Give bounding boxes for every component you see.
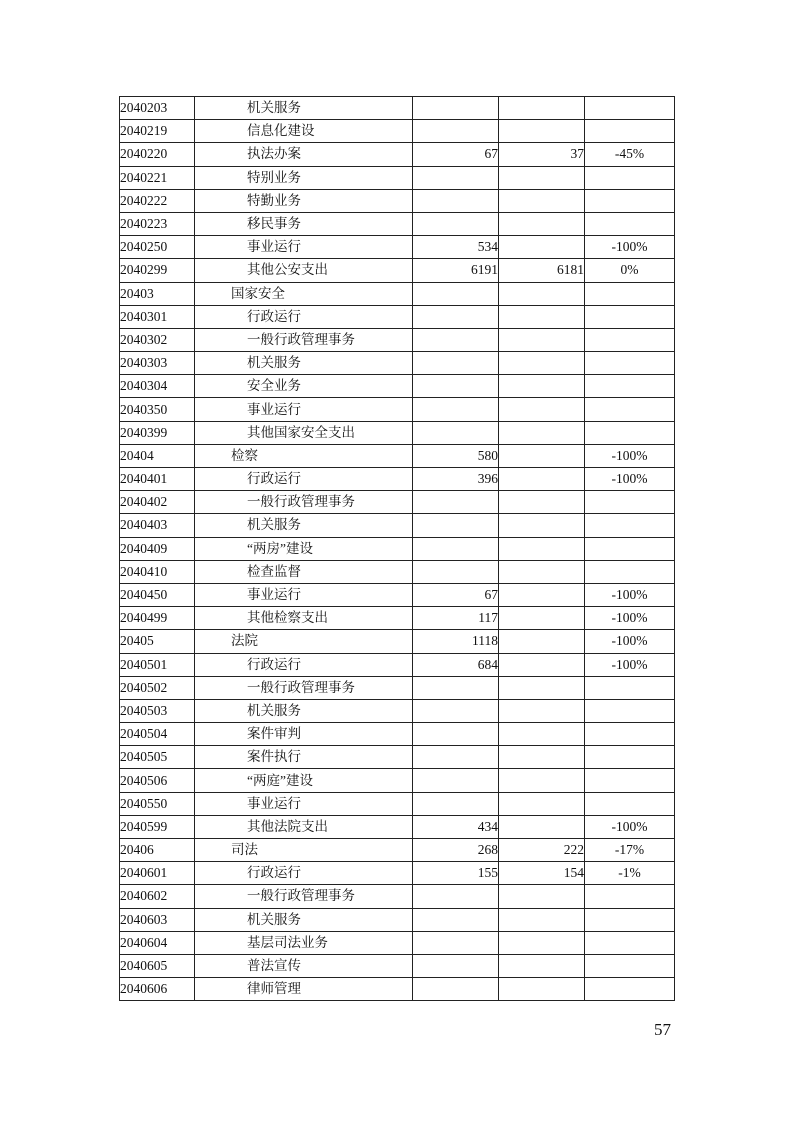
row-amount-current (499, 189, 585, 212)
row-amount-prev (413, 769, 499, 792)
row-item-name: 机关服务 (195, 352, 413, 375)
row-change-percent: -100% (585, 236, 675, 259)
row-change-percent (585, 514, 675, 537)
row-change-percent (585, 375, 675, 398)
row-code: 2040410 (120, 560, 195, 583)
row-change-percent (585, 792, 675, 815)
row-change-percent (585, 305, 675, 328)
row-amount-current: 154 (499, 862, 585, 885)
row-amount-prev (413, 885, 499, 908)
row-item-name: 一般行政管理事务 (195, 328, 413, 351)
row-item-name: 一般行政管理事务 (195, 491, 413, 514)
row-code: 2040602 (120, 885, 195, 908)
row-change-percent: -100% (585, 444, 675, 467)
row-code: 2040403 (120, 514, 195, 537)
row-code: 2040303 (120, 352, 195, 375)
row-item-name: 其他法院支出 (195, 815, 413, 838)
table-row (120, 282, 675, 305)
row-amount-current (499, 398, 585, 421)
table-row (120, 583, 675, 606)
row-amount-current (499, 653, 585, 676)
row-amount-prev: 534 (413, 236, 499, 259)
row-change-percent: -100% (585, 583, 675, 606)
row-amount-prev (413, 189, 499, 212)
row-amount-prev (413, 212, 499, 235)
row-amount-current (499, 514, 585, 537)
row-code: 2040299 (120, 259, 195, 282)
table-row (120, 653, 675, 676)
row-amount-prev (413, 491, 499, 514)
table-row (120, 375, 675, 398)
row-change-percent (585, 908, 675, 931)
row-item-name: 其他公安支出 (195, 259, 413, 282)
row-item-name: 法院 (195, 630, 413, 653)
row-item-name: 特别业务 (195, 166, 413, 189)
table-row (120, 236, 675, 259)
row-code: 2040499 (120, 607, 195, 630)
row-item-name: 机关服务 (195, 699, 413, 722)
table-row (120, 630, 675, 653)
row-item-name: 检查监督 (195, 560, 413, 583)
row-item-name: 案件审判 (195, 723, 413, 746)
row-change-percent (585, 931, 675, 954)
page-number: 57 (654, 1020, 671, 1039)
row-change-percent (585, 328, 675, 351)
row-amount-current (499, 468, 585, 491)
row-change-percent (585, 398, 675, 421)
row-code: 20406 (120, 839, 195, 862)
row-amount-prev: 684 (413, 653, 499, 676)
row-code: 2040603 (120, 908, 195, 931)
table-row (120, 97, 675, 120)
row-code: 20404 (120, 444, 195, 467)
row-change-percent (585, 189, 675, 212)
row-amount-current (499, 978, 585, 1001)
row-code: 20405 (120, 630, 195, 653)
row-change-percent (585, 166, 675, 189)
row-amount-prev: 580 (413, 444, 499, 467)
row-code: 2040203 (120, 97, 195, 120)
row-amount-prev (413, 421, 499, 444)
row-item-name: “两庭”建设 (195, 769, 413, 792)
table-row (120, 143, 675, 166)
row-code: 2040606 (120, 978, 195, 1001)
row-change-percent (585, 537, 675, 560)
row-code: 2040550 (120, 792, 195, 815)
row-code: 2040604 (120, 931, 195, 954)
row-change-percent (585, 723, 675, 746)
row-amount-current (499, 815, 585, 838)
row-amount-current (499, 352, 585, 375)
row-item-name: “两房”建设 (195, 537, 413, 560)
row-change-percent (585, 699, 675, 722)
row-amount-prev: 155 (413, 862, 499, 885)
row-change-percent (585, 282, 675, 305)
row-code: 2040599 (120, 815, 195, 838)
row-amount-current (499, 560, 585, 583)
row-item-name: 特勤业务 (195, 189, 413, 212)
row-amount-current: 6181 (499, 259, 585, 282)
table-row (120, 815, 675, 838)
row-amount-current (499, 421, 585, 444)
row-code: 2040221 (120, 166, 195, 189)
row-code: 2040605 (120, 954, 195, 977)
table-row (120, 560, 675, 583)
row-change-percent: -100% (585, 815, 675, 838)
table-row (120, 885, 675, 908)
row-amount-current (499, 931, 585, 954)
row-amount-current (499, 583, 585, 606)
row-item-name: 案件执行 (195, 746, 413, 769)
row-code: 2040399 (120, 421, 195, 444)
row-amount-prev (413, 792, 499, 815)
row-amount-current (499, 537, 585, 560)
row-change-percent: -1% (585, 862, 675, 885)
table-row (120, 978, 675, 1001)
row-amount-current (499, 746, 585, 769)
row-amount-prev (413, 97, 499, 120)
row-item-name: 基层司法业务 (195, 931, 413, 954)
row-change-percent (585, 421, 675, 444)
row-change-percent (585, 212, 675, 235)
row-code: 2040409 (120, 537, 195, 560)
row-item-name: 普法宣传 (195, 954, 413, 977)
row-item-name: 信息化建设 (195, 120, 413, 143)
row-change-percent (585, 352, 675, 375)
row-item-name: 其他国家安全支出 (195, 421, 413, 444)
row-item-name: 事业运行 (195, 792, 413, 815)
row-amount-prev: 268 (413, 839, 499, 862)
row-item-name: 国家安全 (195, 282, 413, 305)
row-change-percent (585, 885, 675, 908)
row-change-percent (585, 769, 675, 792)
row-item-name: 机关服务 (195, 514, 413, 537)
row-item-name: 检察 (195, 444, 413, 467)
table-row (120, 862, 675, 885)
row-amount-current (499, 607, 585, 630)
table-row (120, 607, 675, 630)
row-item-name: 行政运行 (195, 305, 413, 328)
row-code: 2040219 (120, 120, 195, 143)
row-amount-current (499, 166, 585, 189)
row-amount-prev: 396 (413, 468, 499, 491)
row-change-percent (585, 954, 675, 977)
table-row (120, 421, 675, 444)
row-code: 20403 (120, 282, 195, 305)
row-amount-prev (413, 166, 499, 189)
row-amount-prev: 67 (413, 143, 499, 166)
table-row (120, 839, 675, 862)
row-amount-current (499, 444, 585, 467)
row-change-percent (585, 560, 675, 583)
table-row (120, 699, 675, 722)
row-amount-current (499, 305, 585, 328)
table-row (120, 491, 675, 514)
row-amount-prev (413, 537, 499, 560)
table-row (120, 468, 675, 491)
table-row (120, 166, 675, 189)
row-amount-prev (413, 699, 499, 722)
row-code: 2040402 (120, 491, 195, 514)
row-item-name: 机关服务 (195, 908, 413, 931)
table-row (120, 723, 675, 746)
row-code: 2040223 (120, 212, 195, 235)
row-amount-prev: 67 (413, 583, 499, 606)
row-amount-prev (413, 328, 499, 351)
row-amount-current: 37 (499, 143, 585, 166)
table-row (120, 931, 675, 954)
row-change-percent (585, 491, 675, 514)
row-code: 2040502 (120, 676, 195, 699)
row-amount-current: 222 (499, 839, 585, 862)
row-item-name: 机关服务 (195, 97, 413, 120)
table-row (120, 908, 675, 931)
row-code: 2040505 (120, 746, 195, 769)
row-amount-current (499, 491, 585, 514)
table-row (120, 792, 675, 815)
row-code: 2040350 (120, 398, 195, 421)
row-change-percent: -100% (585, 653, 675, 676)
row-item-name: 执法办案 (195, 143, 413, 166)
row-amount-current (499, 908, 585, 931)
row-change-percent: 0% (585, 259, 675, 282)
row-amount-current (499, 375, 585, 398)
row-code: 2040503 (120, 699, 195, 722)
row-amount-prev: 1118 (413, 630, 499, 653)
row-amount-prev (413, 305, 499, 328)
row-amount-prev (413, 282, 499, 305)
row-code: 2040250 (120, 236, 195, 259)
row-change-percent (585, 676, 675, 699)
table-row (120, 746, 675, 769)
row-amount-prev (413, 375, 499, 398)
table-row (120, 352, 675, 375)
row-amount-prev (413, 514, 499, 537)
row-amount-prev: 117 (413, 607, 499, 630)
row-amount-prev (413, 560, 499, 583)
row-amount-prev (413, 746, 499, 769)
table-row (120, 120, 675, 143)
budget-table-body (120, 97, 675, 1001)
row-item-name: 移民事务 (195, 212, 413, 235)
row-change-percent: -100% (585, 468, 675, 491)
table-row (120, 305, 675, 328)
row-item-name: 行政运行 (195, 653, 413, 676)
row-amount-prev: 434 (413, 815, 499, 838)
row-item-name: 安全业务 (195, 375, 413, 398)
row-amount-current (499, 282, 585, 305)
table-row (120, 328, 675, 351)
row-amount-current (499, 885, 585, 908)
table-row (120, 259, 675, 282)
row-change-percent: -17% (585, 839, 675, 862)
table-row (120, 954, 675, 977)
table-row (120, 514, 675, 537)
table-row (120, 212, 675, 235)
row-amount-current (499, 769, 585, 792)
row-amount-current (499, 120, 585, 143)
row-amount-current (499, 236, 585, 259)
row-change-percent (585, 97, 675, 120)
row-code: 2040601 (120, 862, 195, 885)
row-code: 2040401 (120, 468, 195, 491)
row-change-percent (585, 120, 675, 143)
row-amount-prev (413, 931, 499, 954)
table-row (120, 189, 675, 212)
row-code: 2040302 (120, 328, 195, 351)
table-row (120, 769, 675, 792)
row-amount-prev (413, 120, 499, 143)
row-code: 2040504 (120, 723, 195, 746)
row-change-percent: -100% (585, 607, 675, 630)
row-amount-current (499, 954, 585, 977)
row-code: 2040450 (120, 583, 195, 606)
row-item-name: 一般行政管理事务 (195, 676, 413, 699)
row-item-name: 事业运行 (195, 583, 413, 606)
row-code: 2040304 (120, 375, 195, 398)
row-amount-prev (413, 398, 499, 421)
row-amount-prev (413, 676, 499, 699)
row-item-name: 事业运行 (195, 398, 413, 421)
row-change-percent: -45% (585, 143, 675, 166)
row-amount-prev (413, 723, 499, 746)
row-item-name: 律师管理 (195, 978, 413, 1001)
table-row (120, 537, 675, 560)
row-item-name: 其他检察支出 (195, 607, 413, 630)
row-amount-current (499, 97, 585, 120)
row-amount-current (499, 676, 585, 699)
row-amount-prev (413, 908, 499, 931)
table-row (120, 676, 675, 699)
row-code: 2040301 (120, 305, 195, 328)
row-change-percent (585, 746, 675, 769)
table-row (120, 398, 675, 421)
budget-table (119, 96, 675, 1001)
table-row (120, 444, 675, 467)
row-item-name: 事业运行 (195, 236, 413, 259)
row-code: 2040501 (120, 653, 195, 676)
row-code: 2040222 (120, 189, 195, 212)
row-change-percent: -100% (585, 630, 675, 653)
row-amount-current (499, 723, 585, 746)
row-amount-prev: 6191 (413, 259, 499, 282)
row-amount-prev (413, 954, 499, 977)
row-amount-prev (413, 352, 499, 375)
row-amount-current (499, 328, 585, 351)
row-amount-prev (413, 978, 499, 1001)
row-item-name: 行政运行 (195, 468, 413, 491)
row-item-name: 司法 (195, 839, 413, 862)
row-amount-current (499, 630, 585, 653)
row-amount-current (499, 699, 585, 722)
row-item-name: 一般行政管理事务 (195, 885, 413, 908)
row-change-percent (585, 978, 675, 1001)
row-item-name: 行政运行 (195, 862, 413, 885)
row-amount-current (499, 792, 585, 815)
row-amount-current (499, 212, 585, 235)
row-code: 2040506 (120, 769, 195, 792)
row-code: 2040220 (120, 143, 195, 166)
